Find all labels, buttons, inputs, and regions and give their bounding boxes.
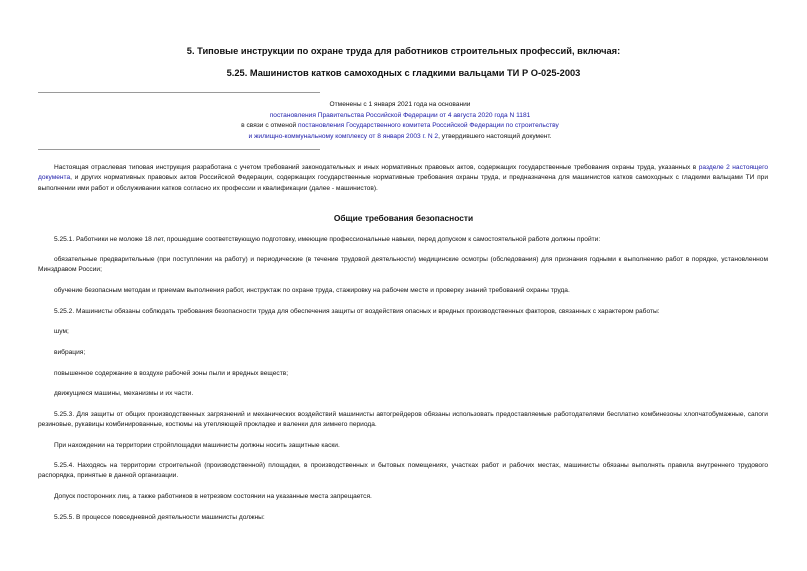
paragraph-helmets: При нахождении на территории стройплощадки машинисты должны носить защитные каски.	[54, 442, 340, 449]
paragraph-5-25-5: 5.25.5. В процессе повседневной деятельности машинисты должны:	[54, 514, 265, 521]
paragraph-training: обучение безопасным методам и приемам выполнения работ, инструктаж по охране труда, стажировку на рабочем месте и проверку знаний требований охраны труда.	[54, 287, 570, 294]
list-item-vibration: вибрация;	[54, 349, 86, 356]
revocation-link-gosstroy-decree[interactable]: постановления Государственного комитета Российской Федерации по строительству	[298, 122, 559, 129]
revocation-line-3-prefix: в связи с отменой	[241, 122, 299, 129]
list-item-dust: повышенное содержание в воздухе рабочей зоны пыли и вредных веществ;	[54, 370, 289, 377]
revocation-link-government-decree[interactable]: постановления Правительства Российской Федерации от 4 августа 2020 года N 1181	[269, 111, 531, 119]
paragraph-access: Допуск посторонних лиц, а также работников в нетрезвом состоянии на указанные места запрещается.	[54, 493, 372, 500]
paragraph-5-25-4: 5.25.4. Находясь на территории строительной (производственной) площадки, в производственных и бытовых помещениях, участках работ и рабочих местах, машинисты обязаны выполнять правила внутреннего трудового распорядка, принятые в данной организации.	[38, 462, 768, 480]
subsection-title: 5.25. Машинистов катков самоходных с гладкими вальцами ТИ Р О-025-2003	[226, 68, 581, 78]
paragraph-5-25-3: 5.25.3. Для защиты от общих производственных загрязнений и механических воздействий машинисты автогрейдеров обязаны использовать предоставляемые работодателями бесплатно комбинезоны хлопчатобумажные, сапоги резиновые, рукавицы комбинированные, костюмы на утепляющей прокладке и валенки для зимнего периода.	[38, 411, 768, 429]
divider-top	[38, 92, 320, 93]
intro-text-2: , и других нормативных правовых актов Российской Федерации, содержащих государственные нормативные требования охраны труда, и предназначена для машинистов катков самоходных с гладкими вальцами ТИ при выполнении ими работ и обслуживании катков согласно их профессии и квалификации (далее - машинистов).	[38, 174, 768, 192]
list-item-noise: шум;	[54, 328, 69, 335]
intro-text-1: Настоящая отраслевая типовая инструкция разработана с учетом требований законодательных и иных нормативных правовых актов, содержащих государственные требования охраны труда, указанных в	[54, 164, 697, 171]
intro-link-section-2[interactable]: разделе 2 настоящего документа	[38, 164, 768, 182]
revocation-link-gosstroy-decree-cont[interactable]: и жилищно-коммунальному комплексу от 8 января 2003 г. N 2	[248, 132, 439, 140]
paragraph-medical-exams: обязательные предварительные (при поступлении на работу) и периодические (в течение трудовой деятельности) медицинские осмотры (обследования) для признания годными к выполнению работ в порядке, установленном Минздравом России;	[38, 256, 768, 274]
intro-paragraph	[38, 163, 768, 194]
divider-bottom	[38, 149, 320, 150]
paragraph-5-25-1: 5.25.1. Работники не моложе 18 лет, прошедшие соответствующую подготовку, имеющие профессиональные навыки, перед допуском к самостоятельной работе должны пройти:	[54, 236, 601, 243]
section-heading: Общие требования безопасности	[333, 213, 474, 223]
revocation-line-4-suffix: , утвердившего настоящий документ.	[438, 132, 552, 140]
list-item-moving-machines: движущиеся машины, механизмы и их части.	[54, 390, 194, 397]
revocation-note	[160, 100, 640, 142]
revocation-line-1: Отменены с 1 января 2021 года на основании	[329, 101, 471, 108]
section-title: 5. Типовые инструкции по охране труда для работников строительных профессий, включая:	[186, 46, 621, 56]
paragraph-5-25-2: 5.25.2. Машинисты обязаны соблюдать требования безопасности труда для обеспечения защиты от воздействия опасных и вредных производственных факторов, связанных с характером работы:	[54, 308, 660, 315]
